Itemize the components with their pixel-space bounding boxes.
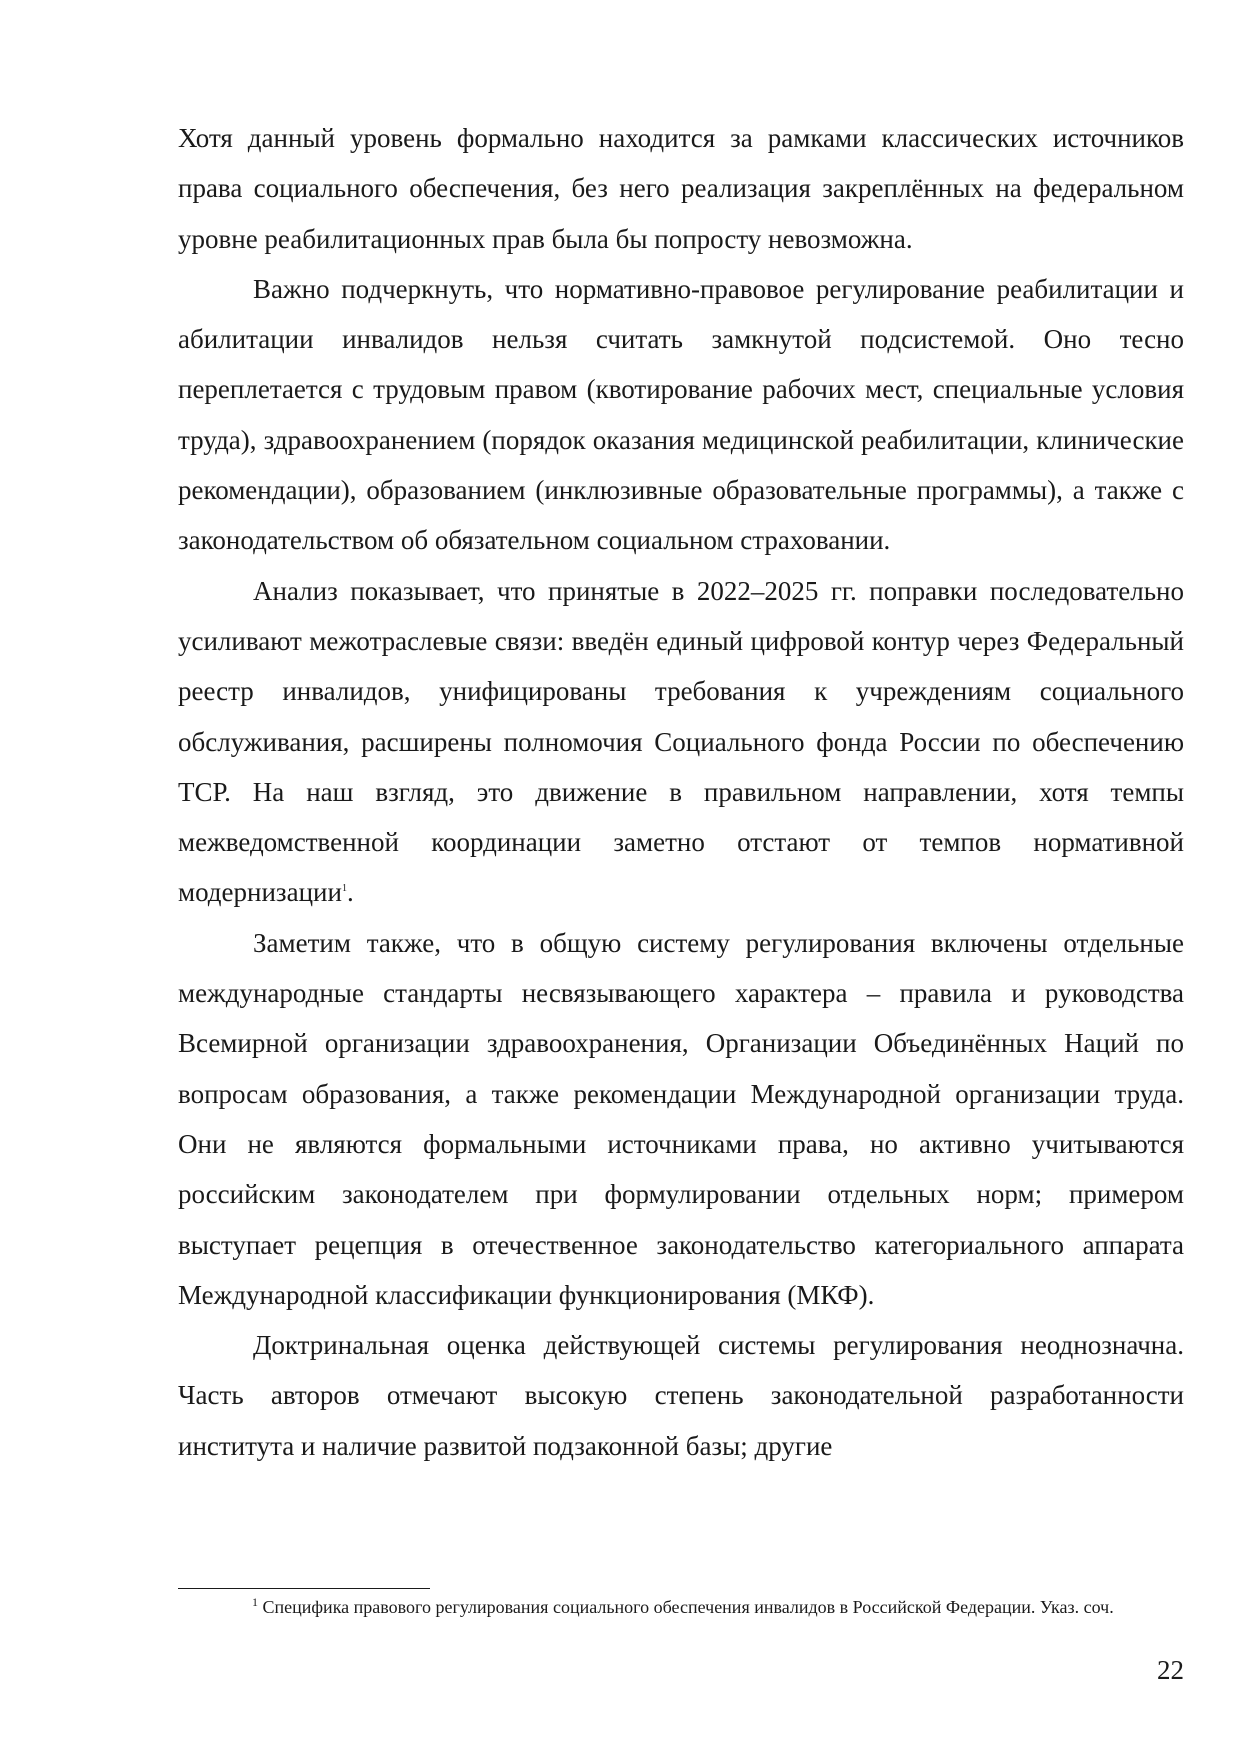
- paragraph-3-text: Анализ показывает, что принятые в 2022–2025 гг. поправки последовательно усиливают межотраслевые связи: введён единый цифровой контур через Федеральный реестр инвалидов, унифицированы требования к учреждениям социального обслуживания, расширены полномочия Социального фонда России по обеспечению ТСР. На наш взгляд, это движение в правильном направлении, хотя темпы межведомственной координации заметно отстают от темпов нормативной модернизации: [178, 575, 1184, 908]
- footnote-number: 1: [252, 1595, 258, 1609]
- body-text: [178, 113, 1184, 1471]
- footnote: [178, 1595, 1184, 1620]
- paragraph-1: Хотя данный уровень формально находится за рамками классических источников права социального обеспечения, без него реализация закреплённых на федеральном уровне реабилитационных прав была бы попросту невозможна.: [178, 123, 1184, 254]
- paragraph-4: Заметим также, что в общую систему регулирования включены отдельные международные стандарты несвязывающего характера – правила и руководства Всемирной организации здравоохранения, Организации Объединённых Наций по вопросам образования, а также рекомендации Международной организации труда. Они не являются формальными источниками права, но активно учитываются российским законодателем при формулировании отдельных норм; примером выступает рецепция в отечественное законодательство категориального аппарата Международной классификации функционирования (МКФ).: [178, 927, 1184, 1310]
- footnote-reference[interactable]: 1: [341, 883, 347, 895]
- footnote-text: Специфика правового регулирования социального обеспечения инвалидов в Российской Федерации. Указ. соч.: [258, 1597, 1114, 1617]
- paragraph-3: [178, 566, 1184, 918]
- paragraph-2: Важно подчеркнуть, что нормативно-правовое регулирование реабилитации и абилитации инвалидов нельзя считать замкнутой подсистемой. Оно тесно переплетается с трудовым правом (квотирование рабочих мест, специальные условия труда), здравоохранением (порядок оказания медицинской реабилитации, клинические рекомендации), образованием (инклюзивные образовательные программы), а также с законодательством об обязательном социальном страховании.: [178, 273, 1184, 556]
- footnote-divider: [178, 1588, 430, 1589]
- paragraph-3-end: .: [346, 877, 354, 908]
- page-number: 22: [1157, 1655, 1184, 1685]
- paragraph-5: Доктринальная оценка действующей системы регулирования неоднозначна. Часть авторов отмечают высокую степень законодательной разработанности института и наличие развитой подзаконной базы; другие: [178, 1330, 1184, 1461]
